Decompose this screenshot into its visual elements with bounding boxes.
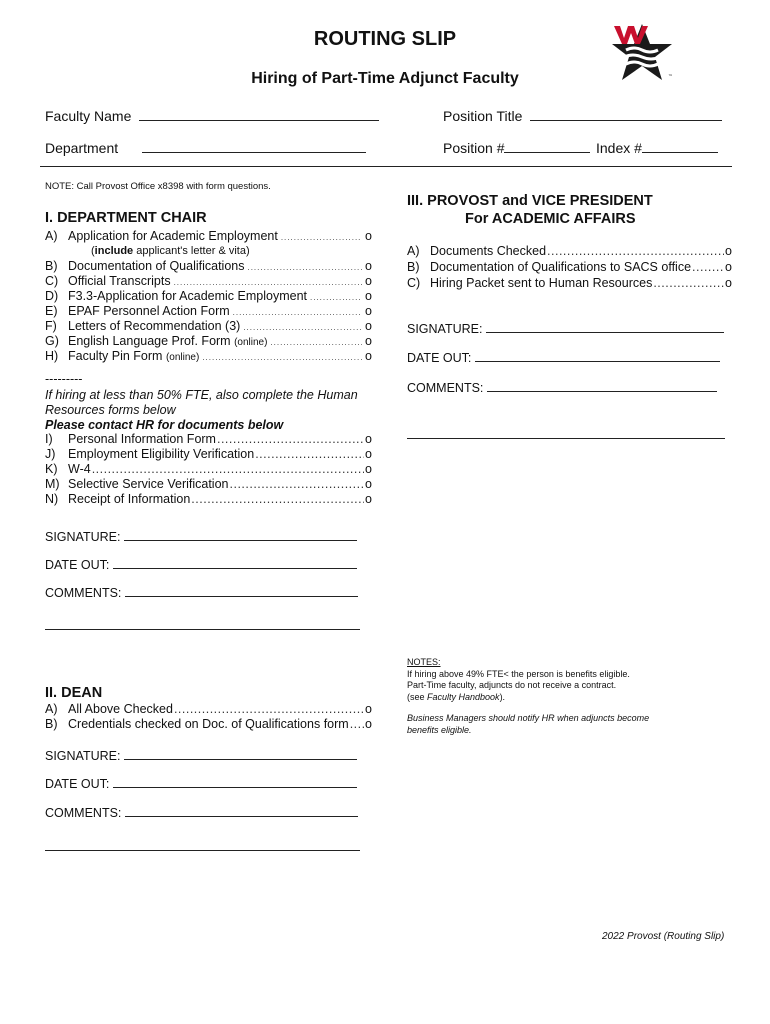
page-title: ROUTING SLIP xyxy=(313,28,457,50)
dot-leader xyxy=(202,350,362,365)
checklist-item[interactable] xyxy=(45,274,372,289)
item-text: Documentation of Qualifications xyxy=(68,259,245,273)
item-text: W-4 xyxy=(68,462,91,476)
signature-line xyxy=(486,322,724,333)
comments-line xyxy=(125,806,358,817)
comments-label: COMMENTS: xyxy=(45,586,122,600)
checkbox-circle[interactable]: o xyxy=(725,244,732,258)
item-text: Selective Service Verification xyxy=(68,477,229,491)
university-star-logo-icon xyxy=(604,20,684,92)
provost-signature-field[interactable] xyxy=(407,322,724,336)
provost-comments-extra-line[interactable] xyxy=(407,438,725,439)
item-text: Faculty Pin Form xyxy=(68,349,163,363)
dot-leader xyxy=(233,305,362,320)
position-title-label: Position Title xyxy=(443,108,523,124)
dot-leader xyxy=(692,260,724,275)
dot-leader xyxy=(350,717,364,732)
provost-comments-field[interactable] xyxy=(407,381,717,395)
dash-separator: --------- xyxy=(45,372,83,386)
notes-post: ). xyxy=(499,691,506,702)
checklist-item[interactable] xyxy=(45,319,372,334)
section-provost-heading xyxy=(407,193,653,227)
signature-label: SIGNATURE: xyxy=(407,322,483,336)
department-chair-checklist xyxy=(45,229,372,364)
dot-leader xyxy=(270,335,362,350)
hr-note xyxy=(45,388,375,433)
faculty-name-label: Faculty Name xyxy=(45,108,132,124)
department-line xyxy=(142,142,366,153)
checklist-item[interactable] xyxy=(45,432,372,447)
notes-line: If hiring above 49% FTE< the person is benefits eligible. xyxy=(407,668,630,679)
department-field[interactable] xyxy=(45,140,366,156)
checklist-item[interactable] xyxy=(407,260,732,276)
dean-comments-extra-line[interactable] xyxy=(45,850,360,851)
index-number-label: Index # xyxy=(596,140,642,156)
position-title-field[interactable] xyxy=(443,108,722,124)
item-letter: H) xyxy=(45,349,59,363)
checklist-item[interactable] xyxy=(45,349,372,364)
checklist-item[interactable] xyxy=(407,244,732,260)
notes-spacer xyxy=(407,703,737,713)
item-letter: M) xyxy=(45,477,60,491)
item-text: Application for Academic Employment xyxy=(68,229,278,243)
item-text: Hiring Packet sent to Human Resources xyxy=(430,276,653,290)
item-text: Personal Information Form xyxy=(68,432,216,446)
item-text: EPAF Personnel Action Form xyxy=(68,304,230,318)
item-letter: F) xyxy=(45,319,57,333)
item-letter: J) xyxy=(45,447,56,461)
item-text: F3.3-Application for Academic Employment xyxy=(68,289,307,303)
date-out-label: DATE OUT: xyxy=(45,777,110,791)
item-letter: B) xyxy=(45,259,58,273)
item-a-note xyxy=(45,244,372,259)
trademark-mark: ™ xyxy=(668,74,673,80)
item-letter: A) xyxy=(45,229,58,243)
item-letter: N) xyxy=(45,492,59,506)
dot-leader xyxy=(174,702,364,717)
signature-line xyxy=(124,530,357,541)
checkbox-circle[interactable]: o xyxy=(365,492,372,506)
index-number-field[interactable] xyxy=(596,140,718,156)
faculty-name-field[interactable] xyxy=(45,108,379,124)
dot-leader xyxy=(653,276,724,291)
item-text: Receipt of Information xyxy=(68,492,191,506)
checklist-item[interactable] xyxy=(45,259,372,274)
dot-leader xyxy=(247,260,362,275)
comments-label: COMMENTS: xyxy=(407,381,484,395)
chair-comments-extra-line[interactable] xyxy=(45,629,360,630)
checkbox-circle[interactable]: o xyxy=(365,477,372,491)
checkbox-circle[interactable]: o xyxy=(365,702,372,716)
checkbox-circle[interactable]: o xyxy=(365,349,372,363)
provost-checklist xyxy=(407,244,732,292)
signature-label: SIGNATURE: xyxy=(45,749,121,763)
footer-text: 2022 Provost (Routing Slip) xyxy=(602,931,725,942)
notes-line: Part-Time faculty, adjuncts do not receive a contract. xyxy=(407,680,617,690)
dot-leader xyxy=(243,320,362,335)
note-open-paren: ( xyxy=(91,245,95,257)
item-text: Documents Checked xyxy=(430,244,547,258)
item-text: Credentials checked on Doc. of Qualifications form xyxy=(68,717,349,731)
checkbox-circle[interactable]: o xyxy=(365,334,372,348)
item-text: Letters of Recommendation (3) xyxy=(68,319,241,333)
item-letter: B) xyxy=(407,260,420,274)
position-number-field[interactable] xyxy=(443,140,590,156)
chair-signature-field[interactable] xyxy=(45,530,357,544)
item-letter: C) xyxy=(407,276,421,290)
checkbox-circle[interactable]: o xyxy=(725,276,732,290)
date-out-label: DATE OUT: xyxy=(45,558,110,572)
checklist-item[interactable] xyxy=(407,276,732,292)
checklist-item[interactable] xyxy=(45,492,372,507)
checklist-item[interactable] xyxy=(45,304,372,319)
checkbox-circle[interactable]: o xyxy=(365,289,372,303)
index-number-line xyxy=(642,142,718,153)
hr-checklist xyxy=(45,432,372,507)
checklist-item[interactable] xyxy=(45,447,372,462)
section-dean-heading: II. DEAN xyxy=(45,685,103,701)
provost-date-out-field[interactable] xyxy=(407,351,720,365)
chair-date-out-field[interactable] xyxy=(45,558,357,572)
dean-comments-field[interactable] xyxy=(45,806,358,820)
hr-note-bold: Please contact HR for documents below xyxy=(45,418,284,432)
checkbox-circle[interactable]: o xyxy=(365,432,372,446)
hr-note-line: Resources forms below xyxy=(45,403,176,417)
faculty-name-line xyxy=(139,110,379,121)
item-letter: A) xyxy=(407,244,420,258)
dot-leader xyxy=(255,447,364,462)
chair-comments-field[interactable] xyxy=(45,586,358,600)
checklist-item[interactable] xyxy=(45,702,372,717)
checklist-item[interactable] xyxy=(45,334,372,349)
date-out-line xyxy=(113,777,357,788)
checklist-item[interactable] xyxy=(45,477,372,492)
section-department-chair-heading: I. DEPARTMENT CHAIR xyxy=(45,210,207,226)
notes-handbook: Faculty Handbook xyxy=(427,691,500,702)
checklist-item[interactable] xyxy=(45,289,372,304)
item-letter: D) xyxy=(45,289,59,303)
signature-label: SIGNATURE: xyxy=(45,530,121,544)
dot-leader xyxy=(174,275,362,290)
checkbox-circle[interactable]: o xyxy=(365,717,372,731)
checklist-item[interactable] xyxy=(45,717,372,732)
checkbox-circle[interactable]: o xyxy=(365,462,372,476)
item-letter: B) xyxy=(45,717,58,731)
item-text: Employment Eligibility Verification xyxy=(68,447,255,461)
dot-leader xyxy=(191,492,364,507)
note-rest: applicant's letter & vita) xyxy=(133,245,250,257)
dot-leader xyxy=(217,432,364,447)
item-text: Official Transcripts xyxy=(68,274,171,288)
checkbox-circle[interactable]: o xyxy=(365,447,372,461)
dot-leader xyxy=(547,244,724,259)
dean-date-out-field[interactable] xyxy=(45,777,357,791)
signature-line xyxy=(124,749,357,760)
notes-italic-line: Business Managers should notify HR when adjuncts become xyxy=(407,713,650,723)
item-sub: (online) xyxy=(234,337,268,348)
notes-heading: NOTES: xyxy=(407,657,441,667)
provost-heading-line1: III. PROVOST and VICE PRESIDENT xyxy=(407,193,653,209)
checkbox-circle[interactable]: o xyxy=(365,259,372,273)
item-letter: C) xyxy=(45,274,59,288)
comments-line xyxy=(487,381,717,392)
item-letter: E) xyxy=(45,304,58,318)
checkbox-circle[interactable]: o xyxy=(365,304,372,318)
position-title-line xyxy=(530,110,722,121)
date-out-label: DATE OUT: xyxy=(407,351,472,365)
page-subtitle: Hiring of Part-Time Adjunct Faculty xyxy=(251,70,519,87)
item-letter: K) xyxy=(45,462,58,476)
item-letter: A) xyxy=(45,702,58,716)
dot-leader xyxy=(230,477,365,492)
notes-pre: (see xyxy=(407,691,428,702)
position-number-line xyxy=(504,142,590,153)
dean-signature-field[interactable] xyxy=(45,749,357,763)
position-number-label: Position # xyxy=(443,140,505,156)
header-divider xyxy=(40,166,732,167)
item-text: Documentation of Qualifications to SACS office xyxy=(430,260,692,274)
checkbox-circle[interactable]: o xyxy=(365,274,372,288)
comments-line xyxy=(125,586,358,597)
note-bold-word: include xyxy=(94,245,134,257)
item-letter: G) xyxy=(45,334,59,348)
dean-checklist xyxy=(45,702,372,732)
date-out-line xyxy=(113,558,357,569)
notes-italic-line: benefits eligible. xyxy=(407,724,472,735)
notes-line-handbook xyxy=(407,692,737,704)
item-letter: I) xyxy=(45,432,53,446)
item-text: All Above Checked xyxy=(68,702,173,716)
checklist-item[interactable] xyxy=(45,462,372,477)
item-text: English Language Prof. Form xyxy=(68,334,231,348)
checkbox-circle[interactable]: o xyxy=(365,229,372,243)
provost-heading-line2: For ACADEMIC AFFAIRS xyxy=(465,211,636,227)
dot-leader xyxy=(310,290,362,305)
checkbox-circle[interactable]: o xyxy=(365,319,372,333)
comments-label: COMMENTS: xyxy=(45,806,122,820)
checkbox-circle[interactable]: o xyxy=(725,260,732,274)
provost-note: NOTE: Call Provost Office x8398 with form questions. xyxy=(45,181,271,192)
item-sub: (online) xyxy=(165,352,200,363)
date-out-line xyxy=(475,351,720,362)
hr-note-line: If hiring at less than 50% FTE, also complete the Human xyxy=(45,388,358,402)
dot-leader xyxy=(92,462,364,477)
checklist-item[interactable] xyxy=(45,229,372,244)
department-label: Department xyxy=(45,140,119,156)
dot-leader xyxy=(281,230,362,245)
notes-block xyxy=(407,657,737,736)
